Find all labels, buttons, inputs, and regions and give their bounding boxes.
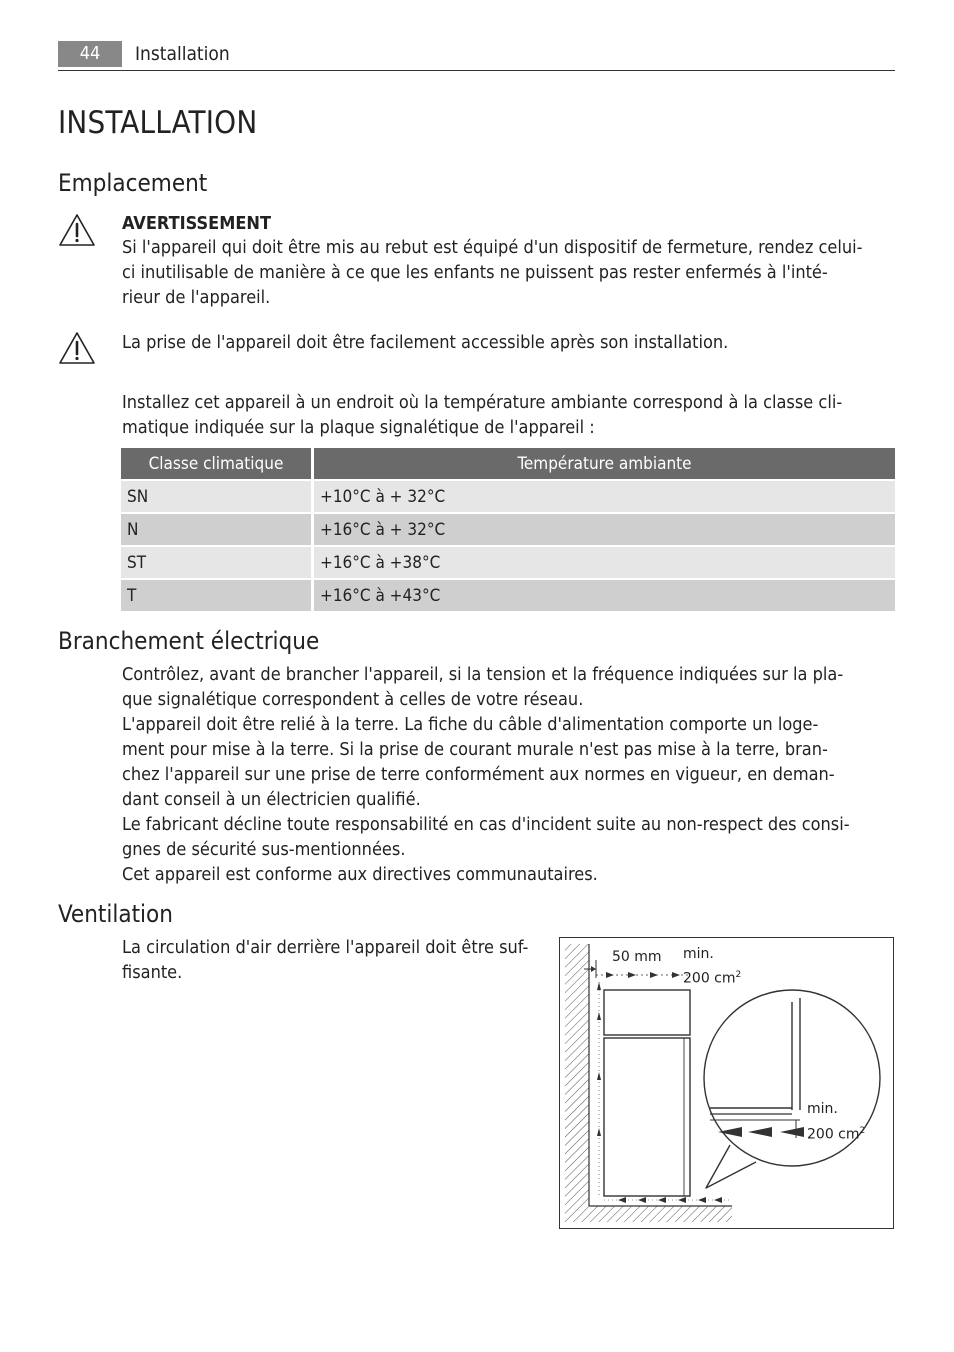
ventilation-diagram	[559, 937, 894, 1229]
table-cell-class: T	[121, 580, 314, 611]
table-cell-temperature: +16°C à +38°C	[314, 547, 895, 578]
warning-text: Si l'appareil qui doit être mis au rebut est équipé d'un dispositif de fermeture, rendez celui- ci inutilisable de manière à ce que les enfants ne puissent pas rester enfermés à l'inté- rieur de l'appareil.	[122, 237, 863, 308]
bottom-min-label: min.	[807, 1101, 838, 1117]
socket-note: La prise de l'appareil doit être facilement accessible après son installation.	[122, 332, 729, 353]
climate-class-table	[121, 446, 895, 613]
table-row	[121, 481, 895, 512]
table-cell-temperature: +16°C à + 32°C	[314, 514, 895, 545]
top-min-label: min.	[683, 946, 714, 962]
top-area-label: 200 $cm^2$	[683, 970, 742, 987]
heading-emplacement: Emplacement	[58, 169, 208, 197]
table-cell-temperature: +16°C à +43°C	[314, 580, 895, 611]
table-header-class: Classe climatique	[121, 448, 314, 479]
bottom-area-label: 200 $cm^2$	[807, 1126, 866, 1143]
table-cell-temperature: +10°C à + 32°C	[314, 481, 895, 512]
table-cell-class: SN	[121, 481, 314, 512]
table-row	[121, 514, 895, 545]
gap-label: 50 mm	[612, 949, 662, 965]
table-row	[121, 547, 895, 578]
heading-ventilation: Ventilation	[58, 900, 173, 928]
page-number: 44	[58, 41, 122, 67]
branchement-text: Contrôlez, avant de brancher l'appareil, si la tension et la fréquence indiquées sur la pla- que signalétique correspondent à celles de votre réseau. L'appareil doit être relié à la terre. La fiche du câble d'alimentation comporte un loge- ment pour mise à la terre. Si la prise de courant murale n'est pas mise à la terre, bran- chez l'appareil sur une prise de terre conformément aux normes en vigueur, en deman- dant conseil à un électricien qualifié. Le fabricant décline toute responsabilité en cas d'incident suite au non-respect des consi- gnes de sécurité sus-mentionnées. Cet appareil est conforme aux directives communautaires.	[122, 664, 850, 885]
header-divider	[58, 70, 895, 71]
table-header-temperature: Température ambiante	[314, 448, 895, 479]
climate-intro: Installez cet appareil à un endroit où la température ambiante correspond à la classe cli- matique indiquée sur la plaque signalétique de l'appareil :	[122, 392, 843, 438]
warning-icon	[58, 331, 96, 365]
page-title: INSTALLATION	[58, 105, 258, 141]
ventilation-text: La circulation d'air derrière l'appareil doit être suf- fisante.	[122, 937, 529, 983]
table-row	[121, 580, 895, 611]
running-header: Installation	[135, 43, 230, 65]
table-cell-class: ST	[121, 547, 314, 578]
warning-icon	[58, 213, 96, 247]
table-cell-class: N	[121, 514, 314, 545]
heading-branchement: Branchement électrique	[58, 627, 320, 655]
warning-label: AVERTISSEMENT	[122, 213, 272, 234]
